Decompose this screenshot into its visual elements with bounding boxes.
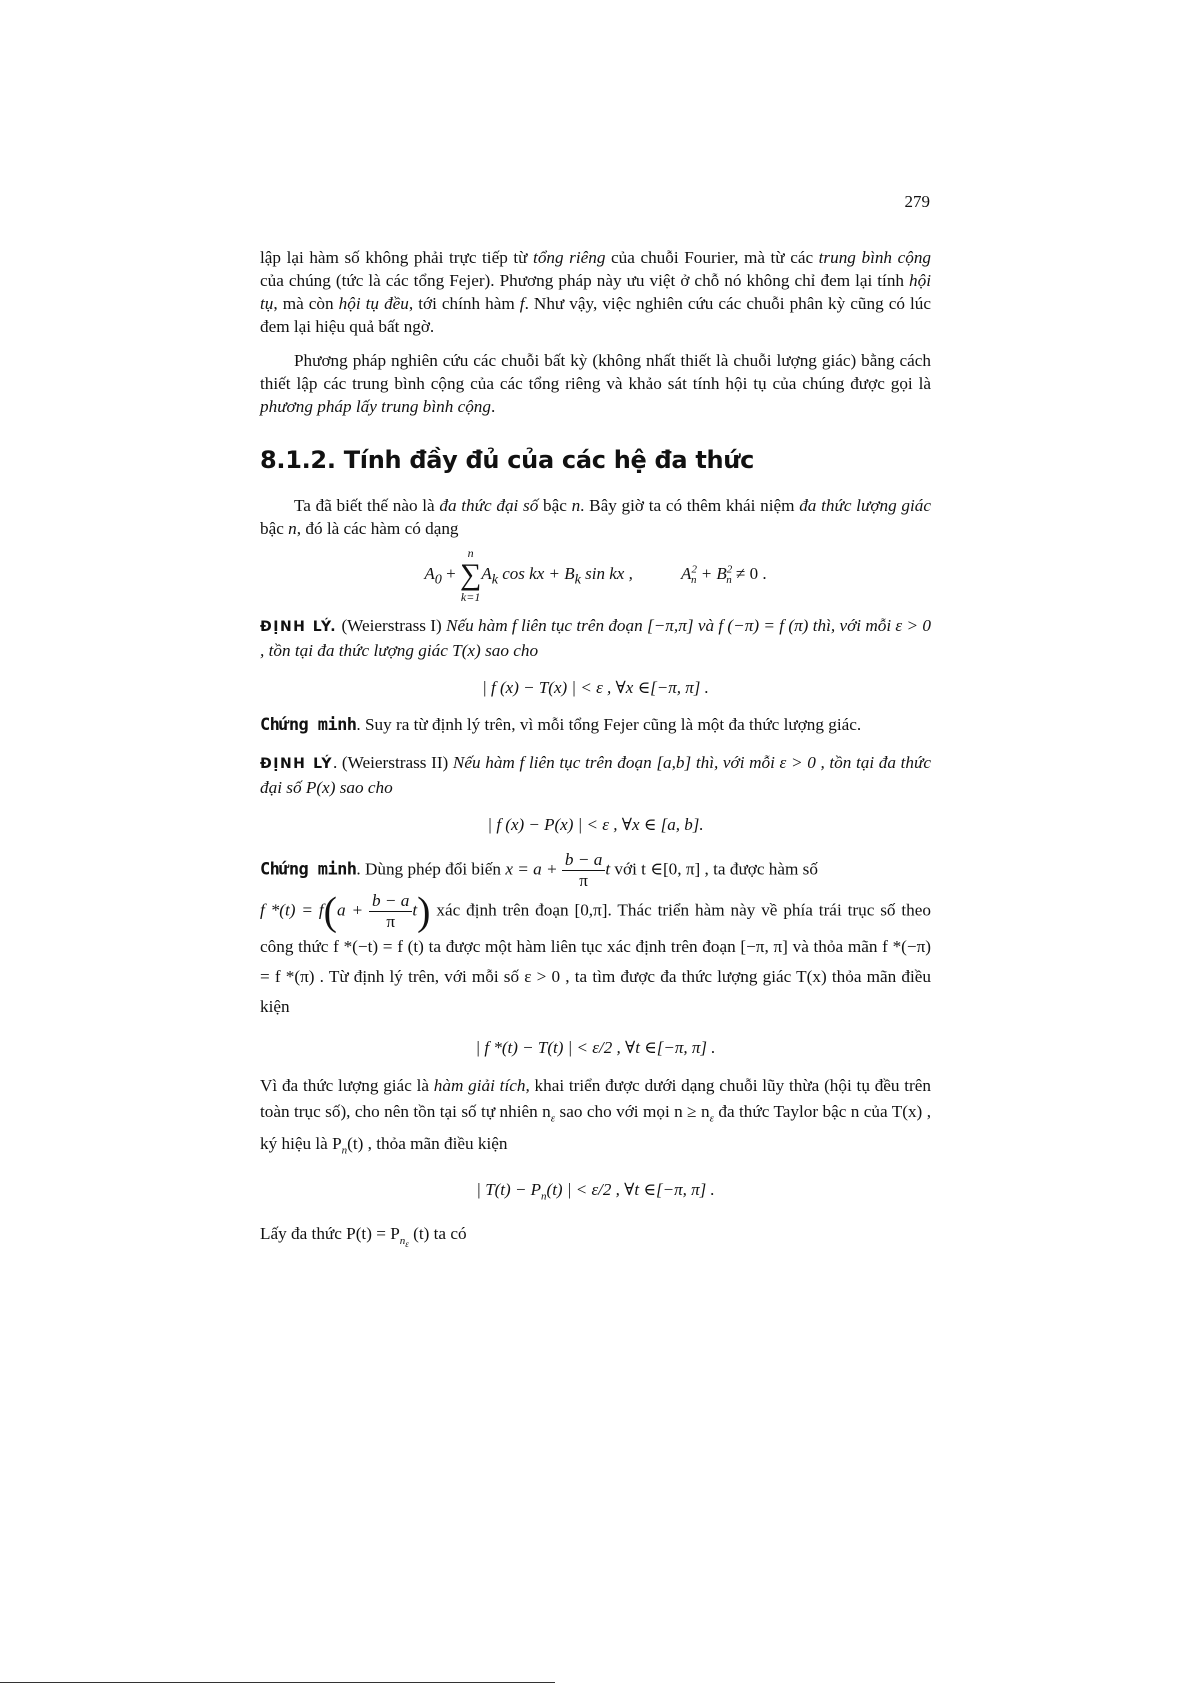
page-number: 279 bbox=[904, 192, 930, 211]
theorem-statement: Nếu hàm f liên tục trên đoạn [a,b] thì, với mỗi ε > 0 , tồn tại đa thức đại số P(x) sao cho bbox=[260, 753, 931, 797]
text: Ta đã biết thế nào là bbox=[294, 496, 440, 515]
formula-part: A bbox=[481, 563, 492, 583]
formula-part: k bbox=[574, 571, 581, 588]
proof-2 bbox=[260, 850, 931, 1022]
theorem-name: . (Weierstrass II) bbox=[332, 753, 453, 772]
fraction bbox=[369, 891, 412, 932]
text: khai triển được dưới dạng chuỗi lũy thừa (hội tụ đều trên toàn trục số), cho nên tồn tại số tự nhiên n bbox=[260, 1076, 932, 1121]
paragraph-intro bbox=[260, 246, 931, 338]
text: . bbox=[491, 397, 496, 416]
fraction-denominator: π bbox=[386, 912, 395, 931]
formula-part: n bbox=[690, 574, 697, 587]
text: , mà còn bbox=[273, 294, 339, 313]
formula-part: sin kx , bbox=[580, 563, 633, 583]
text: Vì đa thức lượng giác là bbox=[260, 1076, 434, 1095]
emphasis: n bbox=[288, 519, 297, 538]
text: của chúng (tức là các tổng Fejer). Phương pháp này ưu việt ở chỗ nó không chỉ đem lại tính bbox=[260, 271, 910, 290]
emphasis: đa thức lượng giác bbox=[799, 496, 931, 515]
fraction-numerator: b − a bbox=[562, 850, 605, 871]
summation bbox=[460, 546, 481, 604]
sum-upper: n bbox=[467, 546, 474, 560]
proof-text: với t ∈[0, π] , ta được hàm số bbox=[610, 859, 818, 879]
formula-proof-step-2 bbox=[260, 1178, 931, 1208]
proof-1 bbox=[260, 713, 931, 737]
proof-text: . Dùng phép đổi biến bbox=[356, 859, 506, 879]
formula-part: n bbox=[399, 1234, 406, 1247]
text: , tới chính hàm bbox=[408, 294, 520, 313]
formula-part: t bbox=[605, 859, 611, 879]
formula-part: A bbox=[424, 563, 435, 583]
fraction-numerator: b − a bbox=[369, 891, 412, 912]
emphasis: hàm giải tích, bbox=[433, 1076, 530, 1095]
emphasis: n bbox=[571, 496, 581, 515]
emphasis: tổng riêng bbox=[533, 248, 606, 267]
formula-part: ε bbox=[709, 1112, 714, 1125]
text: , đó là các hàm có dạng bbox=[296, 519, 459, 538]
paragraph-conclusion bbox=[260, 1222, 931, 1256]
formula-theorem-1: | f (x) − T(x) | < ε , ∀x ∈[−π, π] . bbox=[482, 678, 709, 697]
text: Phương pháp nghiên cứu các chuỗi bất kỳ (không nhất thiết là chuỗi lượng giác) bằng cách thiết lập các trung bình cộng của các tổng riêng và khảo sát tính hội tụ của chúng được gọi là bbox=[260, 351, 931, 393]
theorem-label: ĐỊNH LÝ. bbox=[260, 619, 338, 635]
footer-rule bbox=[0, 1682, 555, 1683]
formula-trig-polynomial bbox=[260, 546, 931, 604]
text: của chuỗi Fourier, mà từ các bbox=[605, 248, 819, 267]
theorem-weierstrass-2 bbox=[260, 751, 931, 799]
formula-part: + B bbox=[696, 563, 727, 583]
text: Lấy đa thức P(t) = P bbox=[260, 1224, 400, 1244]
emphasis: phương pháp lấy trung bình cộng bbox=[260, 397, 491, 416]
text: bậc bbox=[260, 519, 289, 538]
proof-text: . Suy ra từ định lý trên, vì mỗi tổng Fejer cũng là một đa thức lượng giác. bbox=[356, 715, 862, 734]
sum-lower: k=1 bbox=[460, 590, 481, 604]
formula-part: ε bbox=[405, 1238, 409, 1249]
page-body bbox=[260, 246, 931, 1256]
section-heading: 8.1.2. Tính đầy đủ của các hệ đa thức bbox=[260, 446, 755, 474]
paren-left: ( bbox=[323, 888, 337, 934]
theorem-label: ĐỊNH LÝ bbox=[260, 756, 333, 772]
formula-part bbox=[400, 1235, 409, 1247]
paragraph-taylor bbox=[260, 1073, 931, 1164]
theorem-name: (Weierstrass I) bbox=[337, 616, 447, 635]
theorem-weierstrass-1 bbox=[260, 614, 931, 662]
text: bậc bbox=[538, 496, 572, 515]
formula-part: + bbox=[441, 563, 460, 583]
text: sao cho với mọi n ≥ n bbox=[555, 1102, 710, 1121]
formula-proof-step-1: | f *(t) − T(t) | < ε/2 , ∀t ∈[−π, π] . bbox=[475, 1038, 716, 1057]
proof-label: Chứng minh bbox=[260, 715, 357, 735]
formula-part: cos kx + B bbox=[498, 563, 575, 583]
formula-part: k bbox=[491, 571, 498, 588]
formula-part: 0 bbox=[434, 571, 442, 588]
formula-part: (t) | < ε/2 , ∀t ∈[−π, π] . bbox=[546, 1179, 715, 1199]
emphasis: hội tụ đều bbox=[338, 294, 409, 313]
sum-symbol: ∑ bbox=[459, 558, 482, 591]
formula-part: ε bbox=[550, 1112, 556, 1125]
formula-part: a + bbox=[336, 900, 369, 920]
paren-right: ) bbox=[417, 888, 431, 934]
formula-part: x = a + bbox=[505, 859, 562, 879]
proof-text: xác định trên đoạn [0,π]. Thác triển hàm này về phía trái trục số theo công thức f *(−t) = f (t) ta được một hàm liên tục xác định trên đoạn [−π, π] và thỏa mãn f *(−π) = f *(π) . Từ định lý trên, với mỗi số ε > 0 , ta tìm được đa thức lượng giác T(x) thỏa mãn điều kiện bbox=[260, 900, 931, 1016]
theorem-statement: Nếu hàm f liên tục trên đoạn [−π,π] và f (−π) = f (π) thì, với mỗi ε > 0 , tồn tại đa thức lượng giác T(x) sao cho bbox=[260, 616, 931, 660]
formula-part: | T(t) − P bbox=[476, 1179, 542, 1199]
fraction bbox=[562, 850, 605, 891]
text: (t) , thỏa mãn điều kiện bbox=[347, 1134, 508, 1154]
formula-part: t bbox=[412, 900, 418, 920]
formula-theorem-2: | f (x) − P(x) | < ε , ∀x ∈ [a, b]. bbox=[487, 815, 704, 834]
formula-part: f *(t) = f bbox=[260, 900, 324, 920]
formula-part: 2 bbox=[726, 563, 733, 576]
text: lập lại hàm số không phải trực tiếp từ bbox=[260, 248, 534, 267]
text: . Bây giờ ta có thêm khái niệm bbox=[580, 496, 800, 515]
text: đa thức Taylor bậc n của T(x) , ký hiệu là P bbox=[260, 1102, 931, 1154]
emphasis: đa thức đại số bbox=[439, 496, 539, 515]
formula-part: n bbox=[726, 574, 732, 587]
fraction-denominator: π bbox=[579, 871, 588, 890]
text: . Như vậy, việc nghiên cứu các chuỗi phân kỳ cũng có lúc đem lại hiệu quả bất ngờ. bbox=[260, 294, 931, 336]
formula-part: ≠ 0 . bbox=[731, 563, 767, 583]
emphasis: f bbox=[519, 294, 525, 313]
proof-label: Chứng minh bbox=[260, 859, 357, 880]
formula-part: A bbox=[681, 563, 692, 583]
paragraph-method bbox=[260, 349, 931, 418]
text: (t) ta có bbox=[408, 1224, 467, 1244]
paragraph-section-intro bbox=[260, 494, 931, 540]
emphasis: trung bình cộng bbox=[818, 248, 932, 267]
formula-part: 2 bbox=[691, 563, 697, 576]
emphasis: hội tụ bbox=[260, 271, 931, 313]
formula-part: n bbox=[541, 1190, 547, 1203]
formula-part: n bbox=[341, 1144, 348, 1157]
